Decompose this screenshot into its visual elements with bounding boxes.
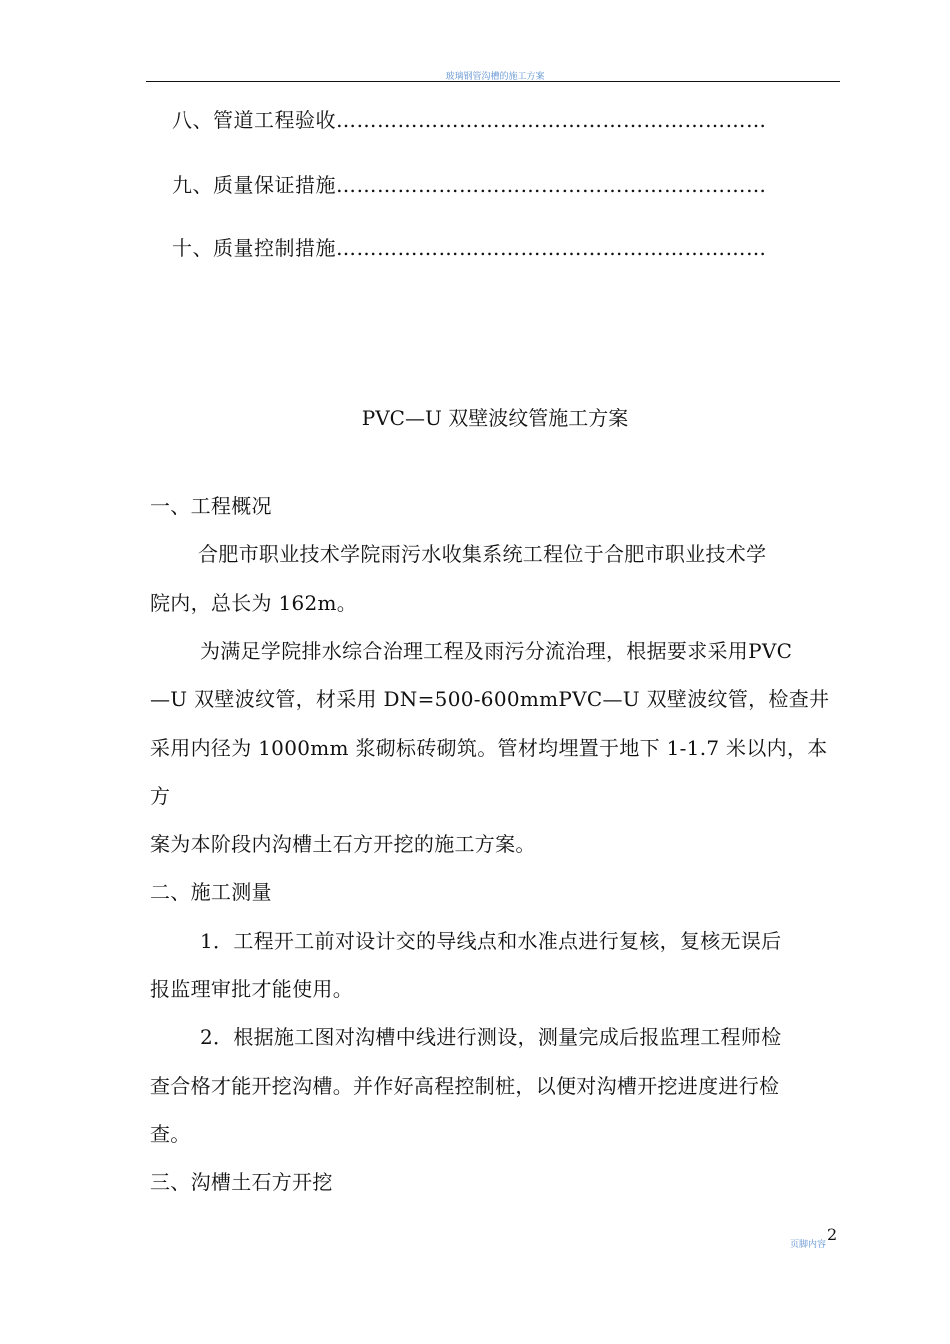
paragraph-line: 院内，总长为 162m。 — [150, 591, 358, 615]
page-footer-text: 页脚内容 — [790, 1240, 827, 1250]
paragraph-line: 1．工程开工前对设计交的导线点和水准点进行复核，复核无误后 — [200, 929, 782, 953]
toc-leader-dots: ……………………………………………………… — [336, 108, 767, 132]
toc-entry-10 — [172, 232, 767, 261]
toc-entry-label: 九、质量保证措施 — [172, 173, 336, 197]
toc-entry-label: 十、质量控制措施 — [172, 236, 336, 260]
paragraph-line: 报监理审批才能使用。 — [150, 977, 353, 1001]
paragraph-line: 方 — [150, 784, 171, 808]
paragraph-line: 2．根据施工图对沟槽中线进行测设，测量完成后报监理工程师检 — [200, 1025, 782, 1049]
section-heading-survey: 二、施工测量 — [150, 880, 272, 904]
toc-leader-dots: ……………………………………………………… — [336, 173, 767, 197]
paragraph-line: 合肥市职业技术学院雨污水收集系统工程位于合肥市职业技术学 — [198, 542, 767, 566]
paragraph-line: 采用内径为 1000mm 浆砌标砖砌筑。管材均埋置于地下 1-1.7 米以内，本 — [150, 736, 828, 760]
paragraph-line: 查合格才能开挖沟槽。并作好高程控制桩，以便对沟槽开挖进度进行检 — [150, 1074, 780, 1098]
toc-entry-label: 八、管道工程验收 — [172, 108, 336, 132]
paragraph-line: —U 双壁波纹管，材采用 DN=500-600mmPVC—U 双壁波纹管，检查井 — [150, 687, 830, 711]
toc-leader-dots: ……………………………………………………… — [336, 236, 767, 260]
document-title: PVC—U 双壁波纹管施工方案 — [361, 406, 629, 430]
page-number: 2 — [827, 1225, 838, 1244]
paragraph-line: 查。 — [150, 1122, 191, 1146]
toc-entry-9 — [172, 169, 767, 198]
section-heading-overview: 一、工程概况 — [150, 494, 272, 518]
paragraph-line: 案为本阶段内沟槽土石方开挖的施工方案。 — [150, 832, 536, 856]
page-header-text: 玻璃钢管沟槽的施工方案 — [445, 72, 545, 82]
paragraph-line: 为满足学院排水综合治理工程及雨污分流治理，根据要求采用PVC — [200, 639, 793, 663]
section-heading-excavation: 三、沟槽土石方开挖 — [150, 1170, 333, 1194]
header-divider — [146, 81, 840, 82]
toc-entry-8 — [172, 104, 767, 133]
